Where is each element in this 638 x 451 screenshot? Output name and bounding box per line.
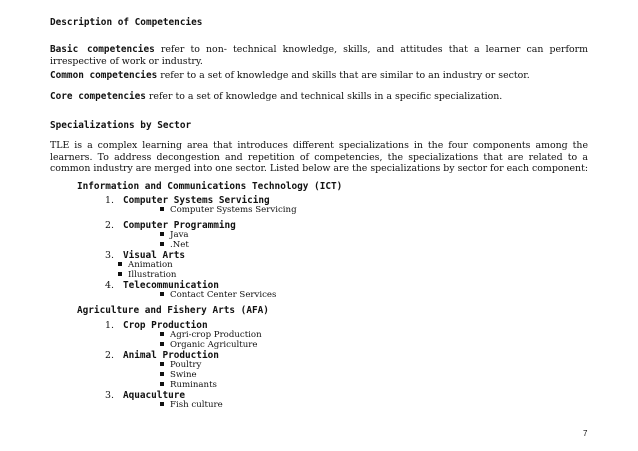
afa-item-3-sub-1: Fish culture: [160, 400, 223, 411]
term-basic-competencies: Basic competencies: [50, 44, 155, 55]
page-number: 7: [583, 429, 588, 438]
ict-item-1-sub-1: Computer Systems Servicing: [160, 205, 297, 216]
heading-specializations-by-sector: Specializations by Sector: [50, 120, 192, 131]
ict-item-3-sub-1: Animation: [118, 260, 173, 271]
bullet-icon: [160, 232, 164, 236]
bullet-icon: [160, 242, 164, 246]
afa-item-3-number: 3.: [105, 390, 114, 401]
definition-core-competencies: refer to a set of knowledge and technical skills in a specific specialization.: [145, 91, 503, 102]
ict-item-1-title: Computer Systems Servicing: [122, 195, 270, 206]
bullet-icon: [118, 262, 122, 266]
ict-item-4-title: Telecommunication: [122, 280, 219, 291]
ict-item-2-sub-2: .Net: [160, 240, 189, 251]
bullet-icon: [160, 362, 164, 366]
bullet-icon: [160, 372, 164, 376]
afa-item-1-title: Crop Production: [122, 320, 208, 331]
bullet-icon: [160, 292, 164, 296]
ict-item-1-number: 1.: [105, 195, 114, 206]
paragraph-intro: TLE is a complex learning area that introduces different specializations in the four components among the learners. To address decongestion and repetition of competencies, the specializations that are related to a common industry are merged into one sector. Listed below are the specializations by sector for each component:: [50, 140, 589, 174]
ict-item-3-number: 3.: [105, 250, 114, 261]
paragraph-common-competencies: [50, 70, 588, 82]
bullet-icon: [118, 272, 122, 276]
afa-item-2-sub-2: Swine: [160, 370, 197, 381]
ict-item-2-number: 2.: [105, 220, 114, 231]
ict-item-3-title: Visual Arts: [122, 250, 186, 261]
paragraph-basic-competencies: [50, 44, 588, 67]
bullet-icon: [160, 402, 164, 406]
definition-common-competencies: refer to a set of knowledge and skills that are similar to an industry or sector.: [157, 70, 530, 81]
bullet-icon: [160, 382, 164, 386]
paragraph-core-competencies: [50, 91, 588, 103]
bullet-icon: [160, 332, 164, 336]
afa-item-2-number: 2.: [105, 350, 114, 361]
ict-item-4-sub-1: Contact Center Services: [160, 290, 276, 301]
sector-title-afa: Agriculture and Fishery Arts (AFA): [77, 305, 269, 316]
ict-item-3-sub-2: Illustration: [118, 270, 176, 281]
ict-item-2-title: Computer Programming: [122, 220, 236, 231]
term-core-competencies: Core competencies: [50, 91, 146, 102]
sector-title-ict: Information and Communications Technology (ICT): [77, 181, 343, 192]
term-common-competencies: Common competencies: [50, 70, 158, 81]
bullet-icon: [160, 207, 164, 211]
afa-item-1-number: 1.: [105, 320, 114, 331]
ict-item-2-sub-1: Java: [160, 230, 189, 241]
definition-basic-competencies: refer to non- technical knowledge, skills, and attitudes that a learner can perform irrespective of work or industry.: [50, 44, 588, 67]
afa-item-3-title: Aquaculture: [122, 390, 186, 401]
afa-item-1-sub-1: Agri-crop Production: [160, 330, 262, 341]
bullet-icon: [160, 342, 164, 346]
afa-item-2-title: Animal Production: [122, 350, 219, 361]
afa-item-2-sub-3: Ruminants: [160, 380, 217, 391]
heading-description-of-competencies: Description of Competencies: [50, 17, 203, 28]
afa-item-1-sub-2: Organic Agriculture: [160, 340, 257, 351]
afa-item-2-sub-1: Poultry: [160, 360, 201, 371]
ict-item-4-number: 4.: [105, 280, 114, 291]
